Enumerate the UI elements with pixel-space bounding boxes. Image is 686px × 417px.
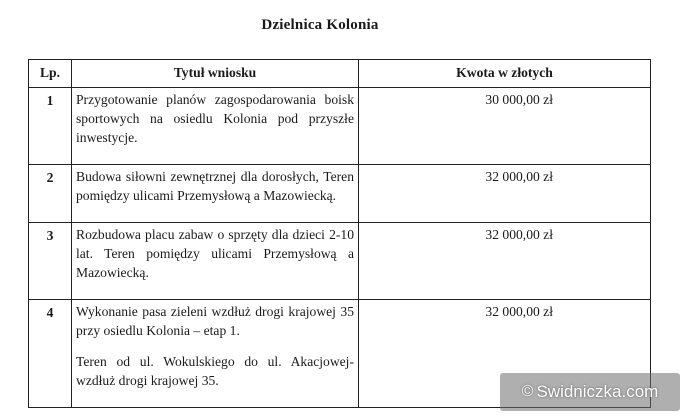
- application-title: [72, 88, 359, 165]
- application-title: [72, 165, 359, 223]
- title-paragraph: Wykonanie pasa zieleni wzdłuż drogi krajowej 35 przy osiedlu Kolonia – etap 1.: [76, 304, 354, 338]
- application-title: [72, 223, 359, 300]
- row-number: 4: [29, 300, 72, 408]
- copyright-icon: ©: [521, 383, 534, 400]
- title-paragraph: Teren od ul. Wokulskiego do ul. Akacjowej- wzdłuż drogi krajowej 35.: [76, 354, 354, 388]
- header-title: Tytuł wniosku: [72, 60, 359, 88]
- amount-value: 32 000,00 zł: [359, 165, 651, 223]
- grant-applications-table: [28, 59, 651, 408]
- table-row: [29, 223, 651, 300]
- title-paragraph: Rozbudowa placu zabaw o sprzęty dla dzieci 2-10 lat. Teren pomiędzy ulicami Przemysłową a Mazowiecką.: [76, 227, 354, 280]
- amount-value: 32 000,00 zł: [359, 300, 651, 408]
- amount-value: 30 000,00 zł: [359, 88, 651, 165]
- watermark-text: Swidniczka.com: [536, 382, 659, 401]
- amount-value: 32 000,00 zł: [359, 223, 651, 300]
- header-lp: Lp.: [29, 60, 72, 88]
- watermark: [500, 373, 680, 411]
- application-title: [72, 300, 359, 408]
- header-amount: Kwota w złotych: [359, 60, 651, 88]
- table-row: [29, 88, 651, 165]
- row-number: 2: [29, 165, 72, 223]
- row-number: 1: [29, 88, 72, 165]
- title-paragraph: Budowa siłowni zewnętrznej dla dorosłych, Teren pomiędzy ulicami Przemysłową a Mazowiecką.: [76, 169, 354, 203]
- row-number: 3: [29, 223, 72, 300]
- table-header-row: [29, 60, 651, 88]
- table-row: [29, 165, 651, 223]
- title-paragraph: Przygotowanie planów zagospodarowania boisk sportowych na osiedlu Kolonia pod przyszłe inwestycje.: [76, 92, 354, 145]
- document-title: Dzielnica Kolonia: [261, 17, 379, 33]
